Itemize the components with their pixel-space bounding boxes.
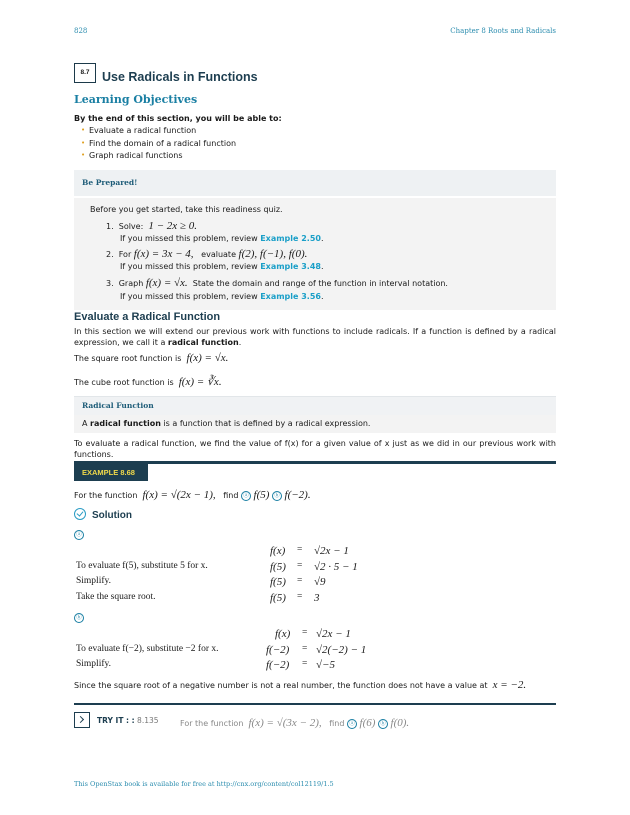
row-rhs: √2 · 5 − 1 (314, 560, 358, 573)
row-lhs: f(5) (270, 591, 286, 604)
try-it-chevron-icon[interactable] (74, 712, 90, 728)
q3-math-a: f(x) = √x. (145, 277, 188, 289)
row-eq: = (297, 576, 303, 586)
sqrt-text: The square root function is (74, 354, 182, 363)
row-rhs: √2(−2) − 1 (316, 643, 367, 656)
row-eq: = (302, 643, 308, 654)
try-it-b-math: f(0). (390, 717, 410, 729)
be-prepared-body (74, 198, 556, 310)
example-prompt (74, 489, 311, 501)
q1-review-link[interactable]: Example 2.50 (260, 234, 321, 243)
cbrt-function-line (74, 375, 222, 388)
be-prepared-header (74, 170, 556, 196)
objectives-intro: By the end of this section, you will be able to: (74, 114, 282, 123)
table-row (76, 628, 516, 644)
solution-label: Solution (92, 510, 132, 521)
q2-math-b: f(2), f(−1), f(0). (238, 248, 308, 260)
q2-review: If you missed this problem, review (120, 262, 258, 271)
quiz-question-3 (106, 277, 448, 289)
quiz-intro: Before you get started, take this readiness quiz. (90, 205, 283, 214)
row-lhs: f(5) (270, 576, 286, 588)
q1-math: 1 − 2x ≥ 0. (148, 220, 197, 232)
q2-text-a: For (118, 250, 132, 259)
q3-end: . (320, 292, 324, 301)
prompt-text: For the function (74, 491, 138, 500)
def-pre: A (82, 419, 88, 428)
example-label: EXAMPLE 8.68 (82, 468, 135, 477)
row-eq: = (302, 628, 308, 638)
row-text: Simplify. (76, 659, 112, 669)
cbrt-text: The cube root function is (74, 378, 174, 387)
q2-review-link[interactable]: Example 3.48 (260, 262, 321, 271)
try-it-find: find (329, 719, 345, 728)
objective-item: • Evaluate a radical function (74, 126, 236, 139)
evaluate-paragraph (74, 326, 556, 348)
q3-number: 3. (106, 279, 114, 288)
q3-text-a: Graph (118, 279, 144, 288)
try-it-a-math: f(6) (359, 717, 376, 729)
part-a-label: ⓐ (74, 530, 84, 540)
evaluate-paragraph-2: To evaluate a radical function, we find the value of f(x) for a given value of x just as we did in our previous work with functions. (74, 439, 556, 459)
q3-review-link[interactable]: Example 3.56 (260, 292, 321, 301)
section-title: Use Radicals in Functions (102, 70, 258, 84)
row-rhs: √2x − 1 (316, 628, 351, 640)
radical-function-definition (82, 419, 370, 428)
q1-end: . (320, 234, 324, 243)
try-it-rule (74, 703, 556, 705)
section-number-badge: 8.7 (74, 63, 96, 83)
try-it-text: For the function (180, 719, 244, 728)
q1-review: If you missed this problem, review (120, 234, 258, 243)
try-it-problem (180, 717, 409, 729)
row-eq: = (297, 545, 303, 555)
table-row (76, 644, 516, 660)
try-it-label-group (97, 716, 159, 725)
conclusion-math: x = −2. (492, 679, 527, 691)
def-bold: radical function (90, 419, 161, 428)
try-it-b-marker: ⓑ (378, 719, 388, 729)
sqrt-math: f(x) = √x. (186, 352, 229, 364)
quiz-question-2 (106, 248, 307, 260)
row-eq: = (297, 560, 303, 571)
conclusion-text: Since the square root of a negative number is not a real number, the function does not have a value at (74, 681, 488, 690)
row-rhs: √9 (314, 576, 326, 588)
row-eq: = (297, 591, 303, 602)
objective-item: • Graph radical functions (74, 151, 236, 164)
example-conclusion (74, 679, 526, 691)
row-lhs: f(−2) (266, 643, 290, 656)
part-a-math: f(5) (253, 489, 270, 501)
try-it-a-marker: ⓐ (347, 719, 357, 729)
prompt-math: f(x) = √(2x − 1), (142, 489, 216, 501)
quiz-review-2 (120, 262, 324, 271)
page-number: 828 (74, 27, 88, 35)
q2-end: . (320, 262, 324, 271)
try-it-number: 8.135 (137, 716, 159, 725)
example-tab (74, 464, 148, 481)
part-b-label: ⓑ (74, 613, 84, 623)
part-b-rows (76, 628, 516, 675)
q1-text: Solve: (118, 222, 144, 231)
row-text: To evaluate f(5), substitute 5 for x. (76, 560, 208, 571)
row-text: To evaluate f(−2), substitute −2 for x. (76, 643, 219, 654)
objectives-list (74, 126, 236, 164)
q2-number: 2. (106, 250, 114, 259)
table-row (76, 561, 516, 577)
q3-review: If you missed this problem, review (120, 292, 258, 301)
try-it-label: TRY IT : : (97, 716, 135, 725)
def-post: is a function that is defined by a radical expression. (163, 419, 371, 428)
table-row (76, 592, 516, 608)
evaluate-heading: Evaluate a Radical Function (74, 311, 221, 323)
part-a-marker: ⓐ (241, 491, 251, 501)
solution-check-icon (74, 508, 86, 520)
chapter-title: Chapter 8 Roots and Radicals (450, 27, 556, 35)
radical-function-box-title: Radical Function (82, 401, 154, 410)
quiz-question-1 (106, 220, 197, 232)
part-b-math: f(−2). (284, 489, 311, 501)
part-a-rows (76, 545, 516, 607)
row-lhs: f(5) (270, 560, 286, 573)
row-rhs: √2x − 1 (314, 545, 349, 557)
table-row (76, 545, 516, 561)
row-lhs: f(x) (275, 628, 291, 640)
cbrt-math: f(x) = ∛x. (178, 376, 222, 388)
radical-function-box-body (74, 415, 556, 433)
table-row (76, 659, 516, 675)
learning-objectives-title: Learning Objectives (74, 93, 198, 106)
objective-item: • Find the domain of a radical function (74, 139, 236, 152)
footer-text[interactable]: This OpenStax book is available for free at http://cnx.org/content/col12119/1.5 (74, 780, 334, 788)
q3-text-b: State the domain and range of the function in interval notation. (192, 279, 448, 288)
prompt-find: find (223, 491, 239, 500)
be-prepared-title: Be Prepared! (82, 178, 138, 187)
sqrt-function-line (74, 352, 228, 364)
part-b-marker: ⓑ (272, 491, 282, 501)
row-lhs: f(−2) (266, 659, 290, 671)
para1-text: In this section we will extend our previous work with functions to include radicals. If a function is defined by a radical expression, we call it a (74, 327, 556, 347)
quiz-review-3 (120, 292, 324, 301)
para1-bold: radical function (167, 338, 239, 347)
q1-number: 1. (106, 222, 114, 231)
row-eq: = (302, 659, 308, 669)
table-row (76, 576, 516, 592)
radical-function-box-header (74, 396, 556, 415)
row-rhs: 3 (314, 591, 320, 604)
q2-text-b: evaluate (201, 250, 236, 259)
row-rhs: √−5 (316, 659, 335, 671)
q2-math-a: f(x) = 3x − 4, (133, 248, 194, 260)
row-text: Simplify. (76, 576, 112, 586)
quiz-review-1 (120, 234, 324, 243)
try-it-math: f(x) = √(3x − 2), (248, 717, 322, 729)
row-lhs: f(x) (270, 545, 286, 557)
para1-end: . (238, 338, 242, 347)
row-text: Take the square root. (76, 591, 156, 602)
